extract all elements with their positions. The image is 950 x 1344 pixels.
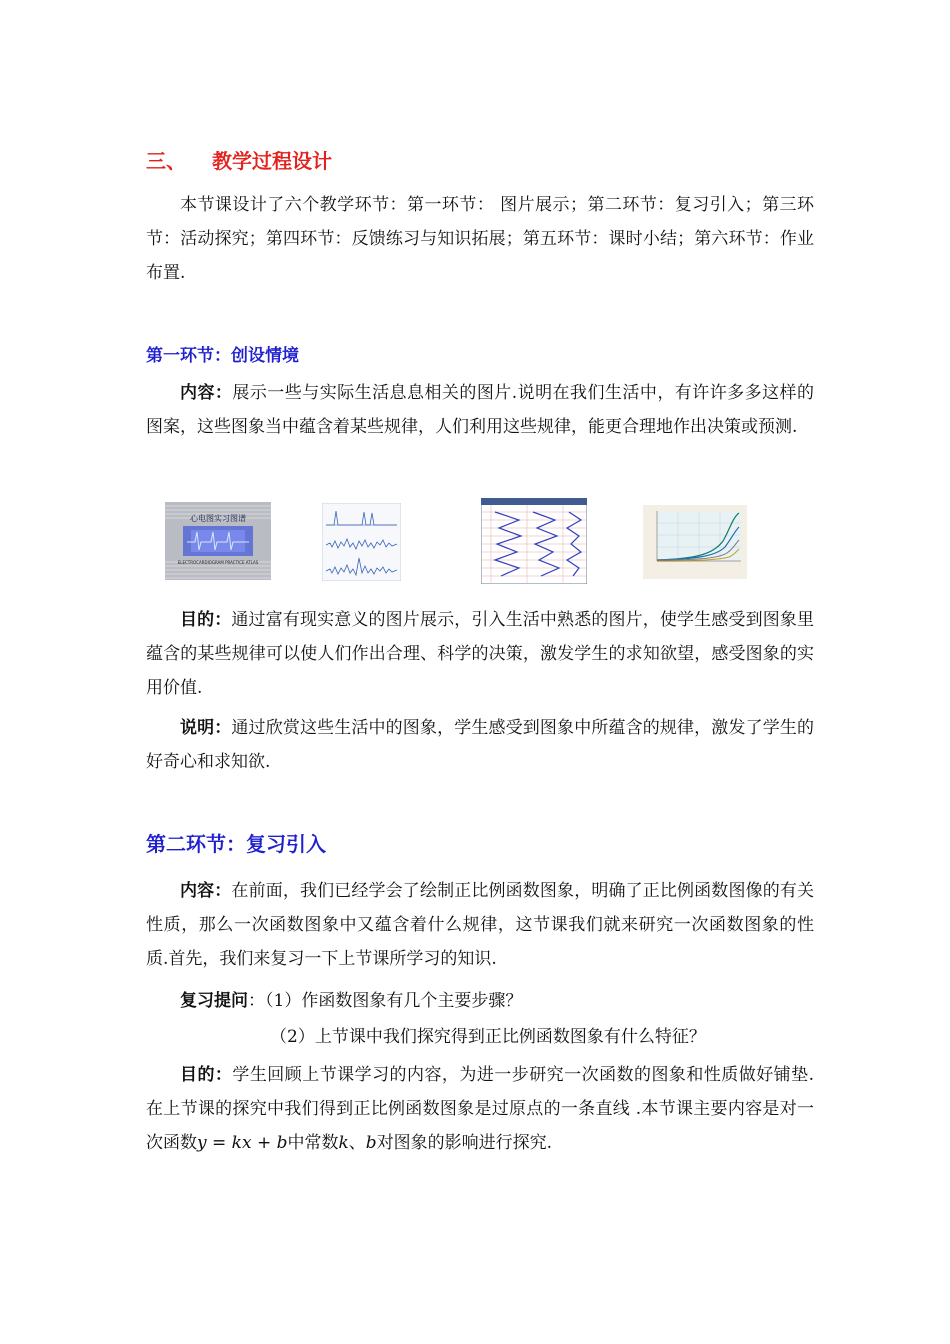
book-title: 心电图实习图谱 <box>190 514 246 523</box>
section-heading <box>146 145 332 174</box>
part2-review-question-2: （2）上节课中我们探究得到正比例函数图象有什么特征？ <box>270 1027 706 1047</box>
part1-heading: 第一环节：创设情境 <box>146 346 299 366</box>
part1-note: 说明：通过欣赏这些生活中的图象，学生感受到图象中所蕴含的规律，激发了学生的好奇心和求知欲. <box>146 718 815 772</box>
waveform-chart <box>322 503 401 581</box>
rising-curves-chart <box>643 505 747 579</box>
part1-content: 内容：展示一些与实际生活息息相关的图片.说明在我们生活中，有许许多多这样的图案，这些图象当中蕴含着某些规律，人们利用这些规律，能更合理地作出决策或预测. <box>146 383 815 437</box>
part2-content: 内容：在前面，我们已经学会了绘制正比例函数图象，明确了正比例函数图像的有关性质，那么一次函数图象中又蕴含着什么规律，这节课我们就来研究一次函数图象的性质.首先，我们来复习一下上节课所学习的知识. <box>146 881 815 969</box>
intro-paragraph: 本节课设计了六个教学环节：第一环节： 图片展示；第二环节：复习引入；第三环节：活动探究；第四环节：反馈练习与知识拓展；第五环节：课时小结；第六环节：作业布置. <box>146 195 814 283</box>
blue-line-grid-chart <box>481 498 587 584</box>
part2-heading: 第二环节：复习引入 <box>146 832 326 856</box>
part1-purpose: 目的：通过富有现实意义的图片展示，引入生活中熟悉的图片，使学生感受到图象里蕴含的某些规律可以使人们作出合理、科学的决策，激发学生的求知欲望，感受图象的实用价值. <box>146 610 815 698</box>
part2-purpose: 目的：学生回顾上节课学习的内容，为进一步研究一次函数的图象和性质做好铺垫.在上节课的探究中我们得到正比例函数图象是过原点的一条直线 .本节课主要内容是对一次函数y = kx + b中常数k、b对图象的影响进行探究. <box>146 1065 815 1153</box>
section-number: 三、 <box>146 149 186 173</box>
section-title: 教学过程设计 <box>212 149 332 173</box>
part2-review-question-1: 复习提问：（1）作函数图象有几个主要步骤？ <box>180 991 523 1011</box>
linear-function-formula: y = kx + b <box>197 1133 288 1153</box>
ecg-atlas-book-cover <box>165 502 271 580</box>
book-subtitle: ELECTROCARDIOGRAM PRACTICE ATLAS <box>177 560 259 565</box>
